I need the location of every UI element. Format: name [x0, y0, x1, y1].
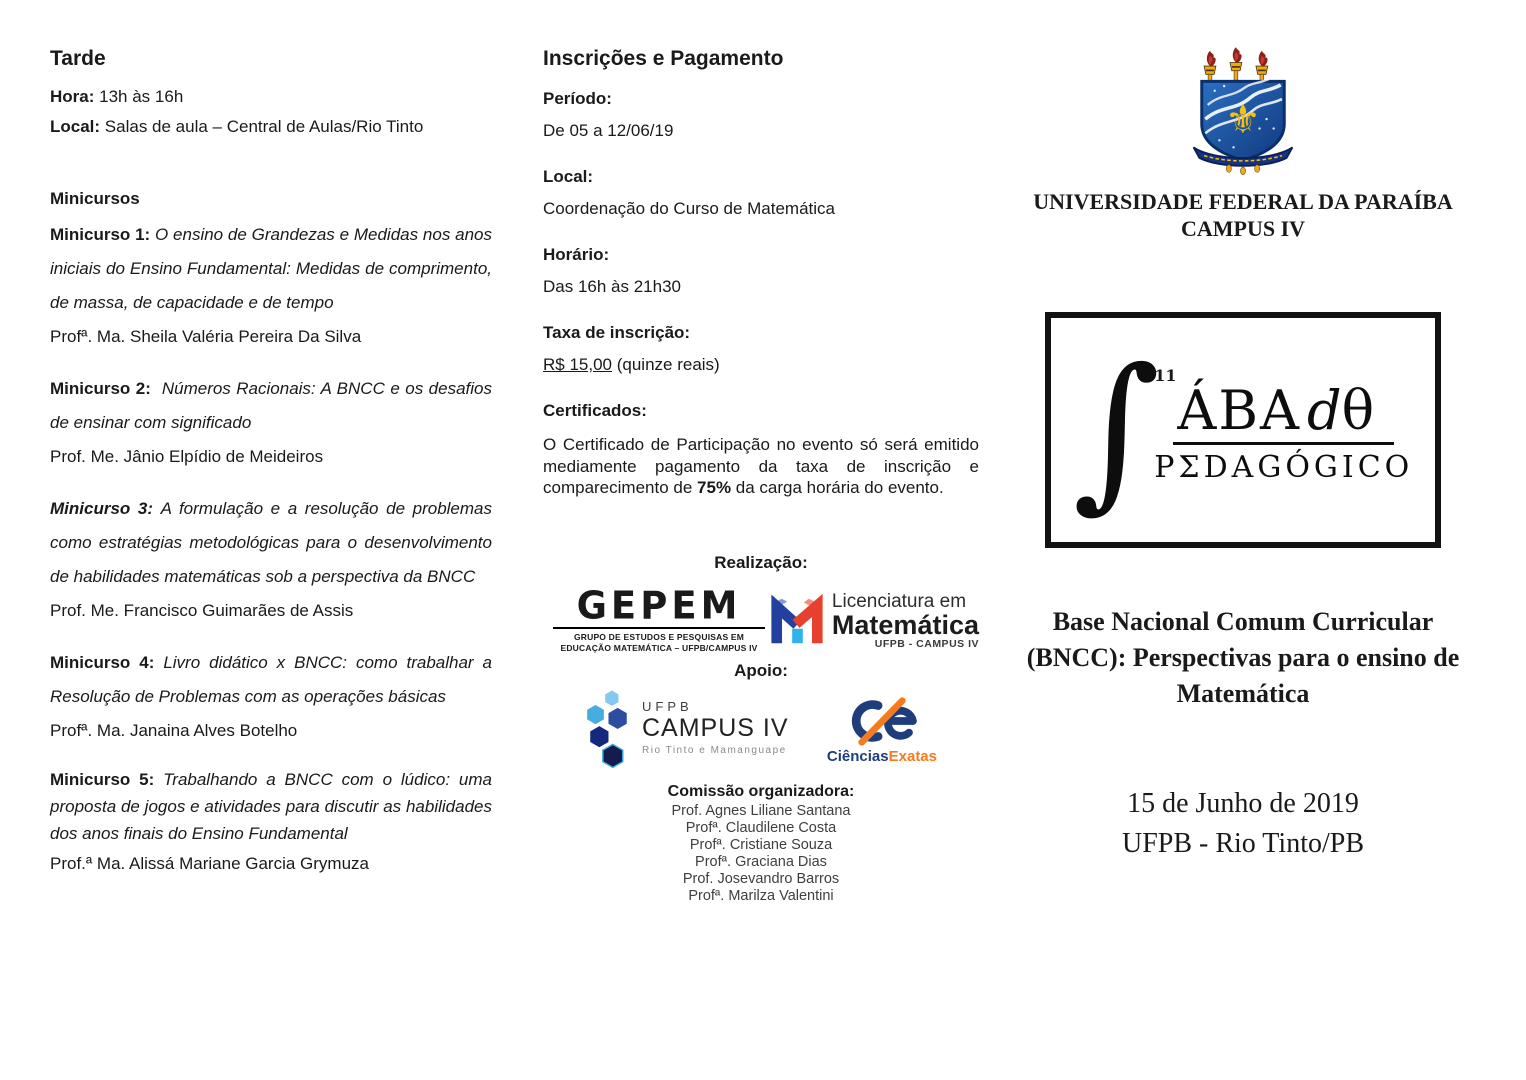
minicurso-1-professor: Profª. Ma. Sheila Valéria Pereira Da Silva [50, 327, 362, 346]
middle-column [543, 46, 979, 905]
certificados-paragraph [543, 434, 979, 499]
sabado-theta: θ [1341, 378, 1375, 442]
event-date [1018, 784, 1468, 864]
ufpb-campus4-text [642, 699, 789, 758]
ufpb-crest-logo [1184, 46, 1302, 178]
ciencias-exatas-monogram-icon [841, 693, 923, 749]
minicurso-4-label: Minicurso 4: [50, 653, 155, 672]
periodo-label: Período: [543, 89, 612, 108]
ufpb-campus4-logo [583, 686, 789, 772]
ciencias-exatas-text [827, 749, 937, 765]
sabado-pedagogico-logo [1045, 312, 1441, 548]
ce-word-ciencias: Ciências [826, 747, 889, 765]
minicurso-4-text [50, 646, 492, 714]
local-inscricao-value: Coordenação do Curso de Matemática [543, 199, 835, 218]
minicurso-1 [50, 218, 492, 354]
sabado-pedagogico-text [1154, 365, 1414, 485]
certificados-label: Certificados: [543, 401, 647, 420]
sabado-pedagogico-wrap [1072, 332, 1414, 528]
minicurso-1-text [50, 218, 492, 320]
torch-right [1256, 51, 1268, 82]
gepem-subtitle-1: GRUPO DE ESTUDOS E PESQUISAS EM [573, 631, 745, 642]
local-value: Salas de aula – Central de Aulas/Rio Tinto [104, 117, 424, 136]
integral-icon: ∫ [1072, 332, 1161, 528]
taxa-line [543, 352, 979, 378]
university-name: UNIVERSIDADE FEDERAL DA PARAÍBA [1033, 189, 1453, 214]
minicurso-4 [50, 646, 492, 748]
comissao-member: Profª. Marilza Valentini [688, 887, 834, 904]
tarde-heading: Tarde [50, 47, 106, 70]
hora-value: 13h às 16h [99, 87, 184, 106]
campus4-line3: Rio Tinto e Mamanguape [642, 745, 787, 756]
comissao-member: Profª. Claudilene Costa [685, 819, 837, 836]
minicurso-1-label: Minicurso 1: [50, 225, 151, 244]
campus4-line2: CAMPUS IV [642, 714, 789, 742]
minicurso-3-text [50, 492, 492, 594]
ufpb-campus4-hexagons-icon [583, 686, 633, 772]
sabado-aba: ÁBA [1177, 378, 1302, 442]
apoio-label: Apoio: [734, 660, 788, 680]
taxa-value: R$ 15,00 [543, 355, 612, 374]
licenciatura-matematica-text [832, 592, 979, 650]
minicurso-5 [50, 766, 492, 881]
minicurso-2-text [50, 372, 492, 440]
university-campus: CAMPUS IV [1180, 216, 1306, 241]
left-column [50, 46, 492, 899]
minicurso-5-label: Minicurso 5: [50, 770, 155, 789]
licmat-line3: UFPB - CAMPUS IV [874, 637, 979, 650]
local-inscricao-label: Local: [543, 167, 594, 186]
licenciatura-matematica-logo [768, 592, 979, 650]
minicurso-2-label: Minicurso 2: [50, 379, 151, 398]
ce-word-exatas: Exatas [888, 747, 937, 765]
apoio-logos-row [543, 689, 979, 769]
campus4-line1: UFPB [642, 699, 693, 714]
minicurso-5-description: Trabalhando a BNCC com o lúdico: uma proposta de jogos e atividades para discutir as habilidades dos anos finais do Ensino Fundamental [50, 770, 492, 843]
inscricoes-heading: Inscrições e Pagamento [543, 47, 784, 70]
taxa-label: Taxa de inscrição: [543, 323, 691, 342]
cert-text-2: da carga horária do evento. [731, 478, 944, 497]
comissao-member: Profª. Cristiane Souza [689, 836, 833, 853]
sabado-d: d [1307, 378, 1342, 442]
sabado-main-line [1173, 378, 1394, 445]
realizacao-label: Realização: [714, 552, 808, 572]
realizacao-logos-row [543, 582, 979, 657]
minicurso-4-professor: Profª. Ma. Janaina Alves Botelho [50, 721, 298, 740]
right-column [1018, 46, 1468, 864]
minicurso-4-description: Livro didático x BNCC: como trabalhar a Resolução de Problemas com as operações básicas [50, 653, 493, 706]
minicurso-2-professor: Prof. Me. Jânio Elpídio de Meideiros [50, 447, 324, 466]
minicurso-3-description: A formulação e a resolução de problemas como estratégias metodológicas para o desenvolvimento de habilidades matemáticas sob a perspectiva da BNCC [50, 499, 493, 586]
comissao-heading: Comissão organizadora: [667, 782, 855, 800]
event-date-line1: 15 de Junho de 2019 [1127, 788, 1359, 819]
local-label: Local: [50, 117, 101, 136]
comissao-member: Profª. Graciana Dias [695, 853, 827, 870]
cert-text-1: O Certificado de Participação no evento só será emitido mediamente pagamento da taxa de inscrição e comparecimento de [543, 435, 979, 497]
horario-label: Horário: [543, 245, 610, 264]
fleur-de-lis-icon: ⚜ [1225, 97, 1261, 144]
sabado-pedagogico-word: PΣDAGÓGICO [1154, 449, 1414, 485]
minicurso-2 [50, 372, 492, 474]
gepem-logo [553, 582, 765, 654]
cert-bold-75: 75% [697, 478, 732, 497]
minicurso-3-professor: Prof. Me. Francisco Guimarães de Assis [50, 601, 354, 620]
minicurso-1-description: O ensino de Grandezas e Medidas nos anos iniciais do Ensino Fundamental: Medidas de comprimento, de massa, de capacidade e de tempo [50, 225, 492, 312]
gepem-subtitle-2: EDUCAÇÃO MATEMÁTICA – UFPB/CAMPUS IV [560, 642, 758, 653]
periodo-value: De 05 a 12/06/19 [543, 121, 674, 140]
licmat-line1: Licenciatura em [831, 590, 967, 612]
comissao-member: Prof. Josevandro Barros [682, 870, 840, 887]
comissao-member: Prof. Agnes Liliane Santana [671, 802, 851, 819]
sabado-sup-11: 11 [1154, 365, 1177, 385]
licenciatura-matematica-icon [768, 592, 826, 650]
hora-label: Hora: [50, 87, 95, 106]
minicurso-3 [50, 492, 492, 628]
gepem-wordmark: GEPEM [576, 582, 742, 628]
licmat-line2: Matemática [831, 609, 979, 640]
minicursos-heading: Minicursos [50, 189, 140, 208]
local-line [50, 112, 492, 142]
minicurso-3-label: Minicurso 3: [50, 499, 154, 518]
horario-value: Das 16h às 21h30 [543, 277, 681, 296]
minicurso-2-description: Números Racionais: A BNCC e os desafios de ensinar com significado [50, 379, 493, 432]
hora-line [50, 82, 492, 112]
minicurso-5-professor: Prof.ª Ma. Alissá Mariane Garcia Grymuza [50, 854, 369, 873]
torch-left [1204, 51, 1216, 82]
taxa-suffix: (quinze reais) [612, 355, 720, 374]
ciencias-exatas-logo [827, 693, 937, 765]
event-title: Base Nacional Comum Curricular (BNCC): Perspectivas para o ensino de Matemática [1026, 607, 1460, 708]
minicurso-5-text [50, 766, 492, 847]
torch-middle [1230, 47, 1242, 80]
event-date-line2: UFPB - Rio Tinto/PB [1121, 828, 1365, 859]
